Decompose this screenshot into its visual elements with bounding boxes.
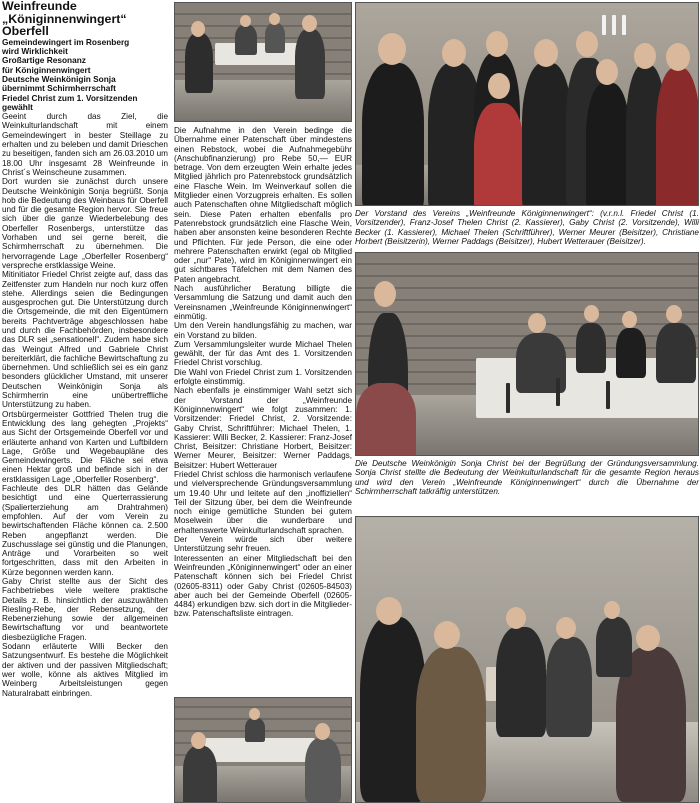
paragraph: Die Wahl von Friedel Christ zum 1. Vorsitzenden erfolgte einstimmig. <box>174 367 352 387</box>
paragraph: Nach ausführlicher Beratung billigte die Versammlung die Satzung und damit auch den Vereinsnamen „Weinfreunde Königinnenwingert“ einmütig. <box>174 284 352 321</box>
paragraph: Die Aufnahme in den Verein bedinge die Übernahme einer Patenschaft über mindestens einen Rebstock, wobei die Aufnahmegebühr (Anschubfinanzierung) pro Rebe 50,— EUR betrage. Von dem erzeugten Wein erhalte jedes Mitglied jährlich pro Patenrebstock grundsätzlich eine Flasche Wein. Im Weinverkauf sollen die Mitglieder einen Vorzugpreis erhalten. Es sollen auch Patenschaften ohne Mitgliedschaft möglich sein. Diese Paten erhalten ebenfalls pro Patenrebstock grundsätzlich eine Flasche Wein, haben aber ansonsten keine besonderen Rechte und Pflichten. Für jede Person, die eine oder mehrere Patenschaften erwirkt (egal ob Mitglied oder „nur“ Pate), wird im Königinnenwingert ein gut sichtbares Täfelchen mit dem Namen des Paten angebracht. <box>174 126 352 284</box>
caption-queen: Die Deutsche Weinkönigin Sonja Christ bei der Begrüßung der Gründungsversammlung. Sonja Christ stellte die Bedeutung der Weinkulturlandschaft für die gesamte Region heraus und wird den Verein „Weinfreunde Königinnenwingert“ durch die Übernahme der Schirmherrschaft tatkräftig unterstützen. <box>355 459 699 497</box>
paragraph: Nach ebenfalls je einstimmiger Wahl setzt sich der Vorstand der „Weinfreunde Königinnenwingert“ wie folgt zusammen: 1. Vorsitzender: Friedel Christ, 2. Vorsitzende: Gaby Christ, Schriftführer: Michael Thelen, 1. Kassierer: Willi Becker, 2. Kassierer: Franz-Josef Christ, Beisitzer: Christiane Horbert, Beisitzer: Werner Meurer, Beisitzer: Werner Paddags, Beisitzer: Hubert Wetterauer <box>174 386 352 470</box>
paragraph: Mitinitiator Friedel Christ zeigte auf, dass das Zeitfenster zum Handeln nur noch kurz offen stehe. Allerdings seien die Bedingungen ausgesprochen gut. Die Unterstützung durch die Ortsgemeinde, die mit den Eigentümern bereits Pachtverträge abgeschlossen habe und durch die Fachbehörden, insbesondere das DLR sei „sensationell“. Zudem habe sich das Weingut Alfred und Gabriele Christ bereiterklärt, die fachliche Bewirtschaftung zu übernehmen. Und schließlich sei es ein ganz besonders glücklicher Umstand, mit unserer Deutschen Weinkönigin Sonja als Schirmherrin eine unübertreffliche Unterstützung zu haben. <box>2 270 168 410</box>
column-2 <box>174 0 352 619</box>
subheadings <box>2 38 168 112</box>
photo-board <box>355 2 699 206</box>
paragraph: Zum Versammlungsleiter wurde Michael Thelen gewählt, der für das Amt des 1. Vorsitzenden Friedel Christ vorschlug. <box>174 339 352 368</box>
paragraph: Gaby Christ stellte aus der Sicht des Fachbetriebes viele weitere praktische Details z. B. hinsichtlich der auszuwählten Riesling-Rebe, der Rebensetzung, der Rebenerziehung sowie der allgemeinen Bewirtschaftung vor und beantwortete diesbezügliche Fragen. <box>2 577 168 642</box>
paragraph: Ortsbürgermeister Gottfried Thelen trug die Entwicklung des lang gehegten „Projekts“ aus Sicht der Ortsgemeinde Oberfell vor und erläuterte anhand von Karten und Luftbildern Lage, Größe und Wegebaupläne des Gemeindewingerts. Die Fläche sei etwa einen Hektar groß und befinde sich in der erstklassigen Lage „Oberfeller Rosenberg“. <box>2 409 168 484</box>
photo-gathering-top <box>174 2 352 122</box>
paragraph: Interessenten an einer Mitgliedschaft bei den Weinfreunden „Königinnenwingert“ oder an einer Patenschaft können sich bei Friedel Christ (02605-8311) oder Gaby Christ (02605-84503) aber auch bei der Gemeinde Oberfell (02605-4484) erkundigen bzw. sich dort in die Mitglieder- bzw. Patenschaftsliste eintragen. <box>174 553 352 619</box>
subhead: übernimmt Schirmherrschaft <box>2 83 116 94</box>
paragraph: Geeint durch das Ziel, die Weinkulturlandschaft mit einem Gemeindewingert in bester Steillage zu erhalten und zu beleben und damit Drieschen zu beseitigen, fanden sich am 26.03.2010 um 18.00 Uhr insgesamt 28 Weinfreunde in Christ´s Weinscheune zusammen. <box>2 112 168 177</box>
subhead: Friedel Christ zum 1. Vorsitzenden <box>2 92 138 103</box>
column-3 <box>355 0 699 496</box>
photo-gathering-bottom <box>174 697 352 803</box>
subhead: gewählt <box>2 101 33 112</box>
paragraph: Der Verein würde sich über weitere Unterstützung sehr freuen. <box>174 535 352 554</box>
photo-queen-greeting <box>355 252 699 456</box>
paragraph: Fachleute des DLR hätten das Gelände besichtigt und eine Querterrassierung (Spalierterziehung am Drahtrahmen) empfohlen. Auf der vom Verein zu bewirtschaftenden Fläche können ca. 2.500 Reben angepflanzt werden. Die Zuschusslage sei günstig und die Planungen, Anträge und Vorarbeiten so weit fortgeschritten, dass mit den Arbeiten in Kürze begonnen werden kann. <box>2 484 168 577</box>
paragraph: Friedel Christ schloss die harmonisch verlaufene und vielversprechende Gründungsversammlung um 19.40 Uhr und leitete auf den „inoffiziellen“ Teil der Sitzung über, bei dem die Weinfreunde noch einige gemütliche Stunden bei gutem Moselwein über die wunderbare und erhaltenswerte Weinkulturlandschaft sprachen. <box>174 469 352 535</box>
paragraph: Um den Verein handlungsfähig zu machen, war ein Vorstand zu bilden. <box>174 321 352 340</box>
subhead: wird Wirklichkeit <box>2 46 68 57</box>
subhead: Gemeindewingert im Rosenberg <box>2 36 130 47</box>
photo-celebration <box>355 516 699 803</box>
article-title: Weinfreunde „Königinnenwingert“ Oberfell <box>2 0 127 39</box>
subhead: Großartige Resonanz <box>2 55 86 66</box>
subhead: für Königinnenwingert <box>2 64 91 75</box>
caption-board: Der Vorstand des Vereins „Weinfreunde Königinnenwingert“: (v.r.n.l. Friedel Christ (1. Vorsitzender), Franz-Josef Thelen Christ (2. Kassierer), Gaby Christ (2. Vorsitzende), Willi Becker (1. Kassierer), Michael Thelen (Schriftführer), Werner Meurer (Beisitzer), Christiane Horbert (Beisitzerin), Werner Paddags (Beisitzer), Hubert Wetterauer (Beisitzer). <box>355 209 699 246</box>
paragraph: Sodann erläuterte Willi Becker den Satzungsentwurf. Es bestehe die Möglichkeit der aktiven und der passiven Mitgliedschaft; wer wolle, könne als aktives Mitglied im Weinberg Arbeitsleistungen gegen Naturalrabatt einbringen. <box>2 642 168 698</box>
subhead: Deutsche Weinkönigin Sonja <box>2 73 116 84</box>
paragraph: Dort wurden sie zunächst durch unsere Deutsche Weinkönigin Sonja begrüßt. Sonja hob die Bedeutung des Weinbaus für Oberfell und für die gesamte Region hervor. Sie freue sich über die ganze Wiederbelebung des Oberfeller Rosenbergs, unterstütze das Vorhaben und sei gerne bereit, die Schirmherrschaft zu übernehmen. Die hervorragende Lage „Oberfeller Rosenberg“ verspreche erstklassige Weine. <box>2 177 168 270</box>
column-1 <box>2 0 168 698</box>
